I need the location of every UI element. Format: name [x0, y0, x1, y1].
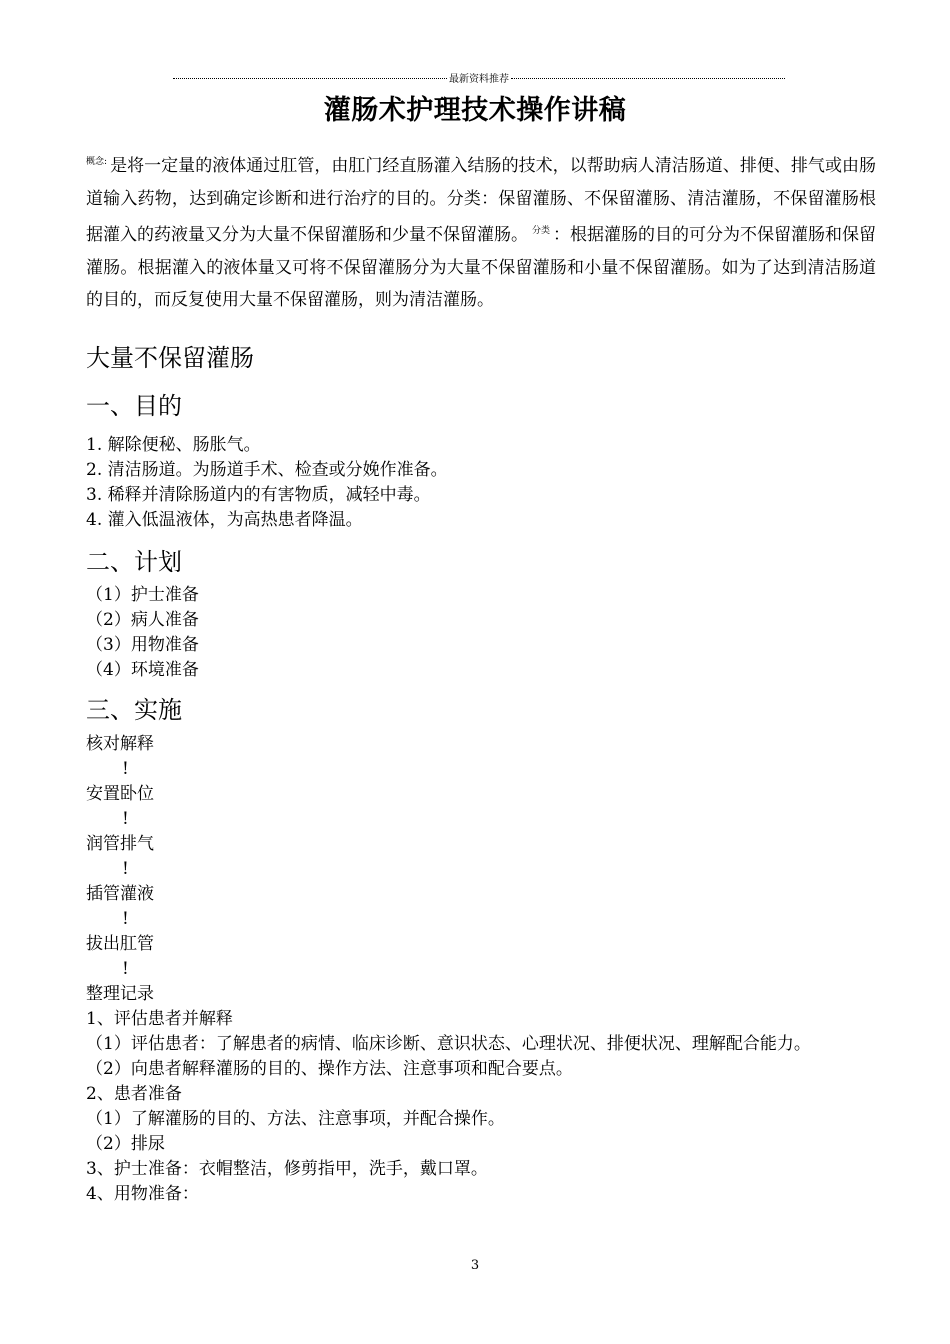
header-dotted-rule-left [173, 78, 447, 79]
flow-step: 插管灌液 [86, 884, 154, 904]
flow-arrow: ! [122, 859, 129, 879]
section-heading-main: 大量不保留灌肠 [86, 344, 254, 372]
page-header [173, 70, 785, 85]
implementation-flow [86, 732, 876, 1207]
purpose-item: 2. 清洁肠道。为肠道手术、检查或分娩作准备。 [86, 460, 448, 480]
classification-text: ：根据灌肠的目的可分为不保留灌肠和保留灌肠。根据灌入的液体量又可将不保留灌肠分为大量不保留灌肠和小量不保留灌肠。如为了达到清洁肠道的目的，而反复使用大量不保留灌肠，则为清洁灌肠。 [86, 225, 877, 311]
flow-step: 安置卧位 [86, 784, 154, 804]
flow-step: 整理记录 [86, 984, 154, 1004]
detail-line: （2）排尿 [86, 1134, 165, 1154]
flow-step: 润管排气 [86, 834, 154, 854]
detail-line: 3、护士准备：衣帽整洁，修剪指甲，洗手，戴口罩。 [86, 1159, 488, 1179]
plan-item: （1）护士准备 [86, 585, 199, 605]
flow-arrow: ! [122, 759, 129, 779]
plan-item: （2）病人准备 [86, 610, 199, 630]
document-title: 灌肠术护理技术操作讲稿 [323, 95, 627, 126]
detail-line: （1）了解灌肠的目的、方法、注意事项，并配合操作。 [86, 1109, 505, 1129]
purpose-item: 1. 解除便秘、肠胀气。 [86, 435, 261, 455]
concept-text: 是将一定量的液体通过肛管，由肛门经直肠灌入结肠的技术，以帮助病人清洁肠道、排便、排气或由肠道输入药物，达到确定诊断和进行治疗的目的。分类：保留灌肠、不保留灌肠、清洁灌肠，不保留灌肠根据灌入的药液量又分为大量不保留灌肠和少量不保留灌肠。 [86, 156, 876, 246]
plan-item: （3）用物准备 [86, 635, 199, 655]
intro-paragraph [86, 146, 876, 317]
flow-arrow: ! [122, 809, 129, 829]
flow-arrow: ! [122, 909, 129, 929]
flow-arrow: ! [122, 959, 129, 979]
purpose-heading: 一、目的 [86, 392, 182, 420]
detail-line: 2、患者准备 [86, 1084, 182, 1104]
concept-label: 概念: [86, 157, 108, 167]
purpose-item: 3. 稀释并清除肠道内的有害物质，减轻中毒。 [86, 485, 431, 505]
purpose-item: 4. 灌入低温液体，为高热患者降温。 [86, 510, 363, 530]
plan-list [86, 583, 876, 683]
detail-line: 1、评估患者并解释 [86, 1009, 233, 1029]
plan-item: （4）环境准备 [86, 660, 199, 680]
plan-heading: 二、计划 [86, 548, 182, 576]
flow-step: 拔出肛管 [86, 934, 154, 954]
header-dotted-rule-right [511, 78, 785, 79]
detail-line: （2）向患者解释灌肠的目的、操作方法、注意事项和配合要点。 [86, 1059, 573, 1079]
flow-step: 核对解释 [86, 734, 154, 754]
detail-line: （1）评估患者：了解患者的病情、临床诊断、意识状态、心理状况、排便状况、理解配合能力。 [86, 1034, 811, 1054]
page-number: 3 [470, 1258, 480, 1273]
header-text: 最新资料推荐 [449, 74, 509, 85]
purpose-list [86, 433, 876, 533]
detail-line: 4、用物准备： [86, 1184, 199, 1204]
classification-label: 分类 [532, 226, 551, 237]
implementation-heading: 三、实施 [86, 696, 182, 724]
